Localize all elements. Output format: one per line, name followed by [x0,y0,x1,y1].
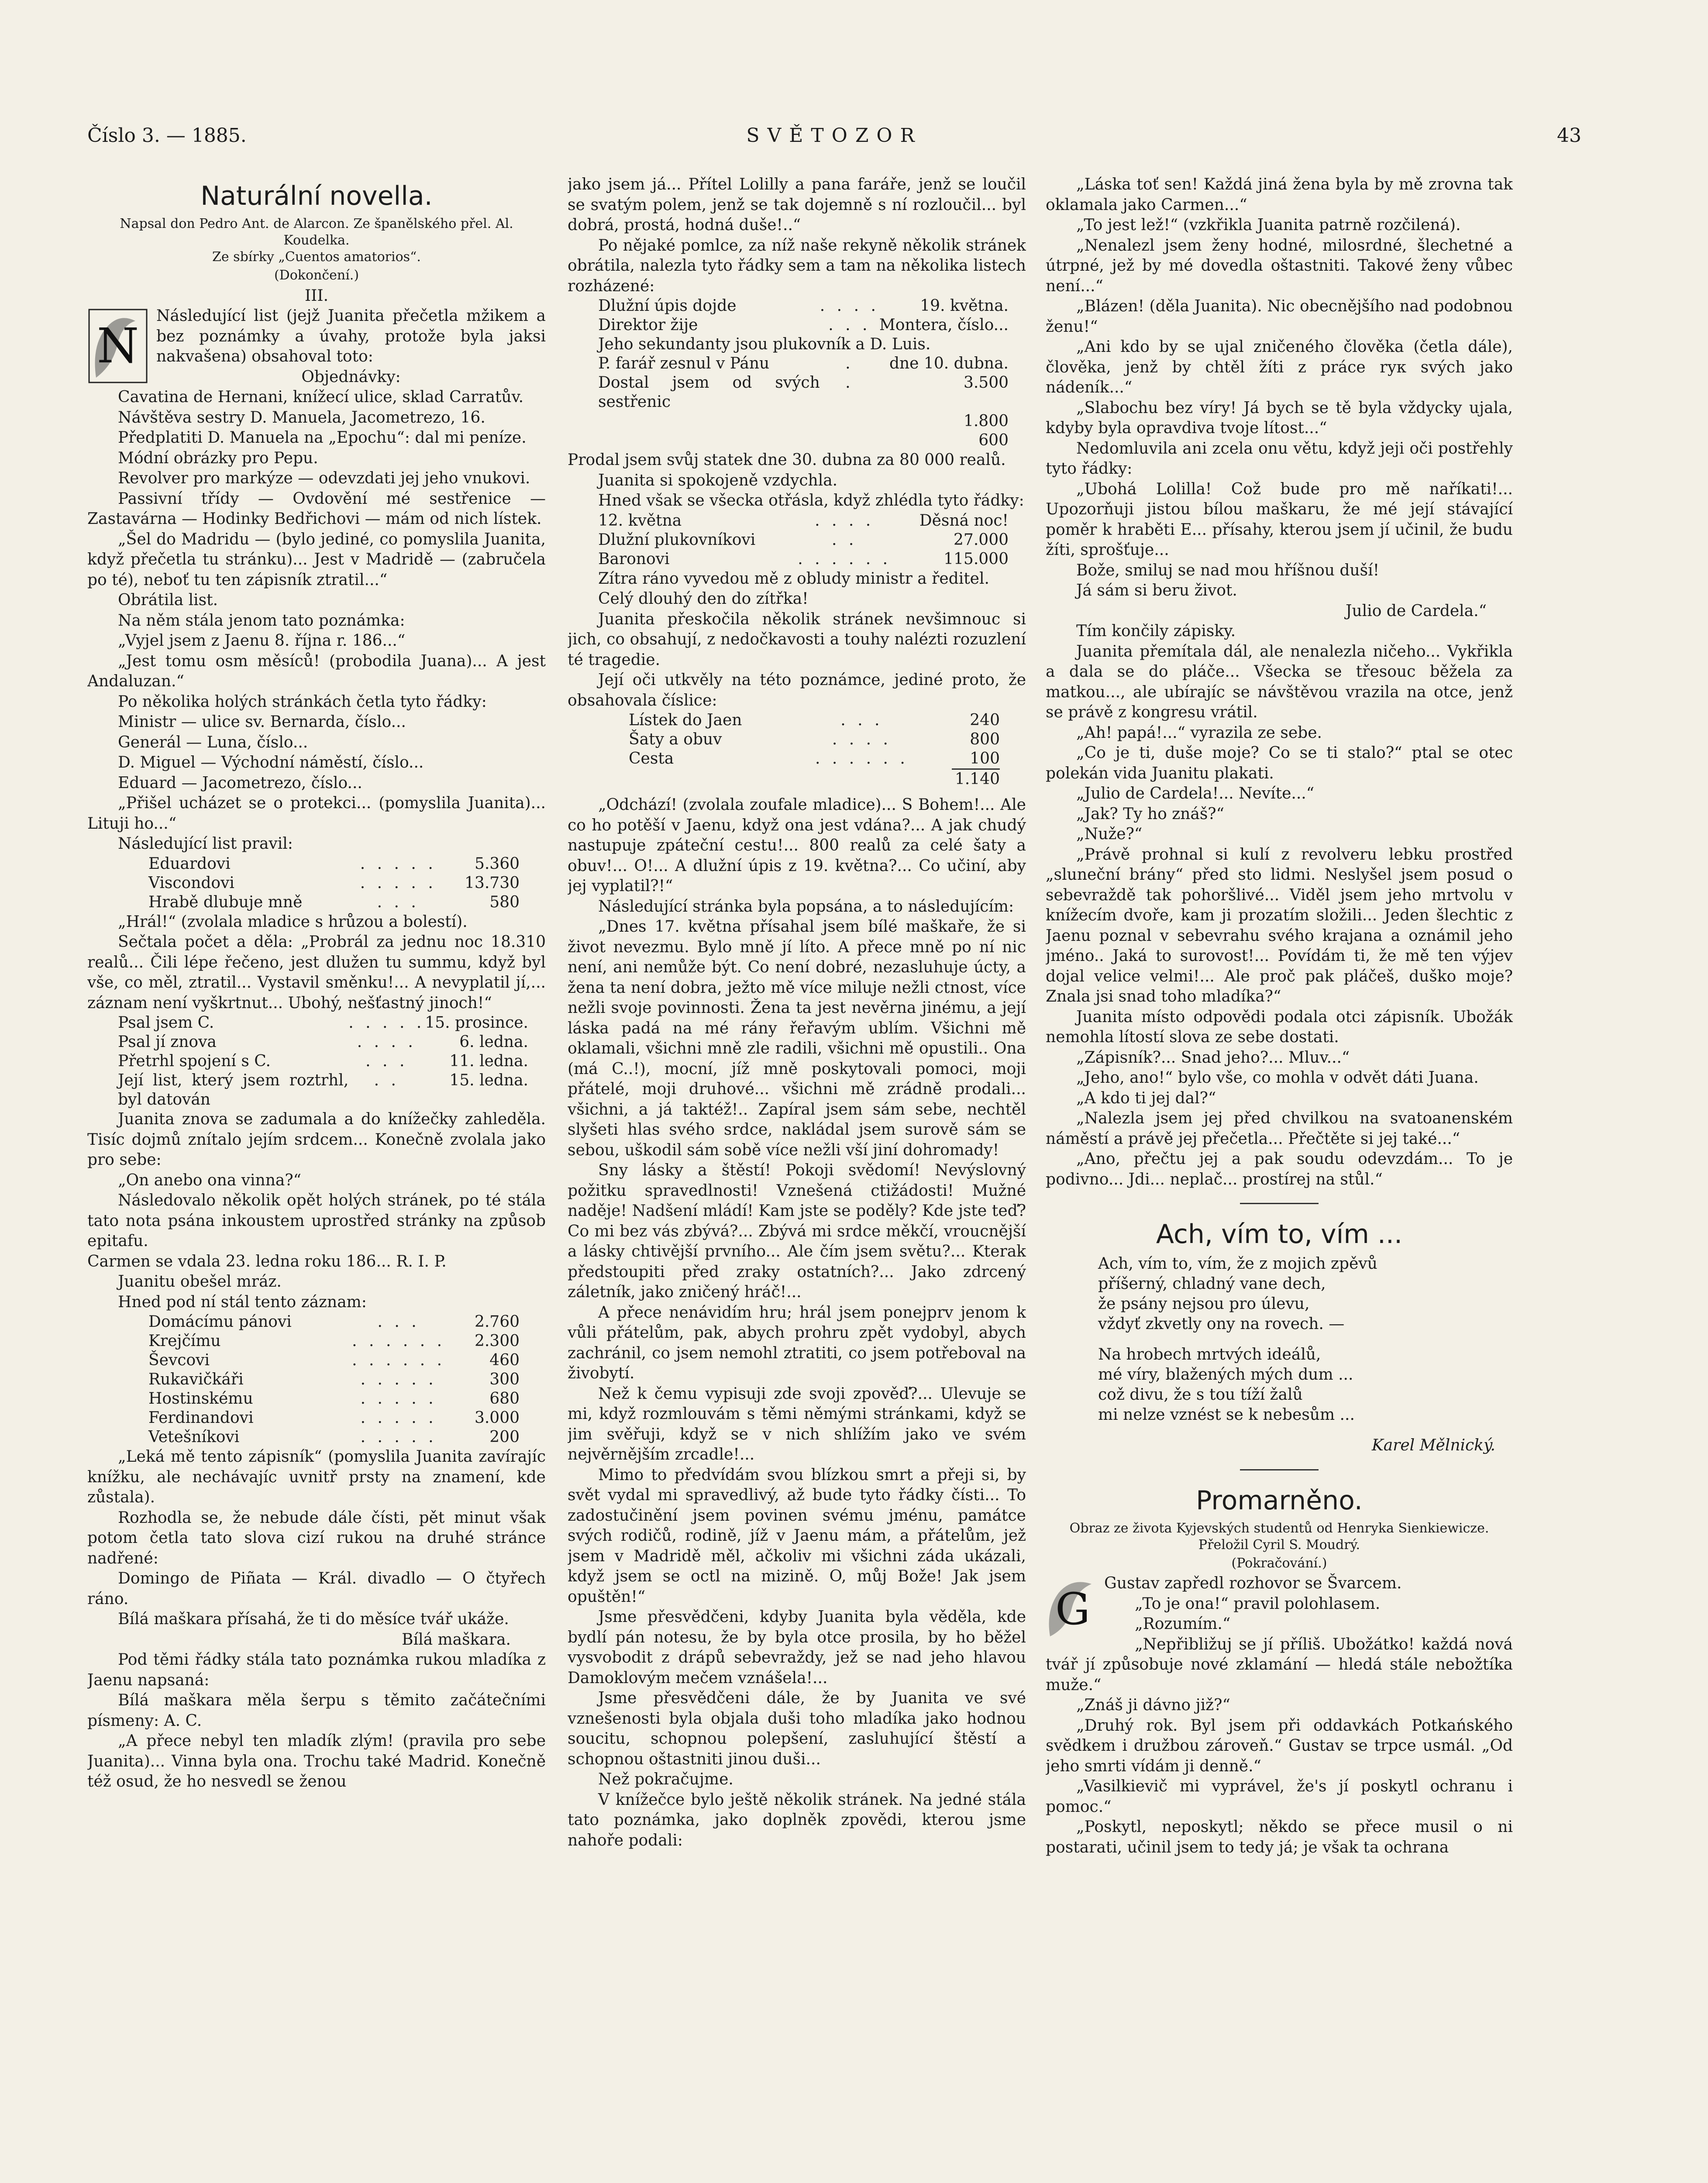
list-item: Revolver pro markýze — odevzdati jej jeho vnukovi. [118,469,530,487]
page-number: 43 [1557,124,1581,147]
letters-table [118,1013,528,1109]
section-divider [1240,1469,1319,1470]
paragraph: Juanita přeskočila několik stránek nevšimnouc si jich, co obsahují, z nedočkavosti a touhy nalézti rozuzlení té tragedie. [568,610,1026,669]
paragraph: Carmen se vdala 23. ledna roku 186... R. I. P. [87,1252,447,1271]
paragraph: „Láska toť sen! Každá jiná žena byla by mě zrovna tak oklamala jako Carmen...“ [1046,176,1513,214]
table-row: Domácímu pánovi . . . 2.760 [148,1313,520,1331]
paragraph: „To jest lež!“ (vzkřikla Juanita patrně rozčilená). [1076,216,1461,234]
paragraph: „Nenalezl jsem ženy hodné, milosrdné, šlechetné a útrpné, jež by mé dovedla oštastniti. Takové ženy vůbec není...“ [1046,236,1513,295]
column-middle [568,175,1026,2183]
poem-author: Karel Mělnický. [1371,1436,1495,1454]
list-item: D. Miguel — Východní náměstí, číslo... [118,754,424,771]
paragraph: „Dnes 17. května přísahal jsem bílé maškaře, že si život nevezmu. Bylo mně jí líto. A přece mně po ní nic není, ani nemůže být. Co není dobré, nezasluhuje úcty, a žena ta není dobra, ježto mě více miluje nežli ctnost, více nežli svoje povinnosti. Žena ta jest nevěrna jinému, a její láska padá na mé rány řeřavým ublím. Všichni mě oklamali, všichni mně zle radili, všichni mě opustili.. Ona (má C..!), mocní, jíž mně poskytovali pomoci, moji přátelé, moji druhové... všichni mě zrádně prodali... všichni, a já taktéž!.. Zapíral jsem sám sebe, nechtěl slyšeti hlas svého srdce, nakládal jsem surově sám se sebou, uškodil sám sobě více nežli vší jiní dohromady! [568,918,1026,1159]
table-row: 600 [978,431,1009,449]
paragraph: Bože, smiluj se nad mou hříšnou duší! [1076,561,1380,579]
paragraph: Gustav zapředl rozhovor se Švarcem. [1104,1574,1402,1592]
signature-line: Bílá maškara. [402,1630,511,1649]
table-row: Šaty a obuv . . . . 800 [629,730,1000,748]
poem-stanza [1098,1254,1513,1334]
paragraph: Hned však se všecka otřásla, když zhlédla tyto řádky: [598,492,1024,510]
page-header [87,124,1581,151]
byline: Napsal don Pedro Ant. de Alarcon. Ze španělského přel. Al. Koudelka. [120,216,513,248]
section-divider [1240,1203,1319,1204]
paragraph: Na něm stála jenom tato poznámka: [118,611,405,630]
paragraph: Prodal jsem svůj statek dne 30. dubna za 80 000 realů. [568,451,1006,469]
table-row: Rukavičkáři . . . . . 300 [148,1370,520,1388]
table-row [629,768,1000,789]
paragraph: Juanita místo odpovědi podala otci zápisník. Ubožák nemohla lítostí slova ze sebe dostati. [1046,1008,1513,1046]
list-item: Ministr — ulice sv. Bernarda, číslo... [118,713,406,731]
paragraph: Obrátila list. [118,591,218,609]
table-row: Krejčímu . . . . . . 2.300 [148,1332,520,1350]
paragraph: „Slabochu bez víry! Já bych se tě byla vždycky ujala, kdyby byla opravdiva tvoje lítost...“ [1046,399,1513,437]
table-row: 12. května . . . . Děsná noc! [598,511,1009,530]
paragraph: „Poskytl, neposkytl; někdo se přece musil o ni postarati, učinil jsem to tedy já; je však ta ochrana [1046,1818,1513,1856]
table-row: Hrabě dlubuje mně . . . 580 [148,893,520,911]
issue-number: Číslo 3. — 1885. [87,124,247,147]
continuation-note: (Dokončení.) [274,268,359,283]
paragraph: „Jeho, ano!“ bylo vše, co mohla v odvět dáti Juana. [1076,1069,1479,1087]
paragraph: „Ah! papá!...“ vyrazila ze sebe. [1076,723,1322,742]
paragraph: „Vyjel jsem z Jaenu 8. října r. 186...“ [118,632,406,650]
list-item: Módní obrázky pro Pepu. [118,449,318,467]
paragraph: jako jsem já... Přítel Lolilly a pana faráře, jenž se loučil se svatým polem, jenž se tak dojemně s ní rozloučil... byl dobrá, prostá, hodná duše!..“ [568,176,1026,234]
table-row: Vetešníkovi . . . . . 200 [148,1428,520,1446]
paragraph: Následující list pravil: [118,835,293,853]
paragraph: Juanita si spokojeně vzdychla. [598,471,838,489]
list-item: Návštěva sestry D. Manuela, Jacometrezo, 16. [118,408,486,427]
paragraph: Juanita přemítala dál, ale nenalezla ničeho... Vykřikla a dala se do pláče... Všecka se třesouc běžela za matkou..., ale ubírajíc se návštěvou vrazila na otce, jenž se právě z kongresu vrátil. [1046,642,1513,721]
debts-table [148,854,520,912]
list-item: Passivní třídy — Ovdovění mé sestřenice — Zastavárna — Hodinky Bedřichovi — mám od nich lístek. [87,489,546,528]
masthead: SVĚTOZOR [746,124,923,147]
table-row: Její list, který jsem roztrhl, byl datován . . 15. ledna. [118,1071,528,1109]
paragraph: A přece nenávidím hru; hrál jsem ponejprv jenom k vůli přátelům, pak, abych prohru zpět vydobyl, abych zachránil, co jsem nemohl ztratiti, co jsem potřeboval na živobytí. [568,1303,1026,1382]
table-row: Dostal jsem od svých sestřenic . 3.500 [598,374,1009,411]
paragraph: Po nějaké pomlce, za níž naše rekyně několik stránek obrátila, nalezla tyto řádky sem a tam na několika listech rozházené: [568,236,1026,295]
paragraph: „Leká mě tento zápisník“ (pomyslila Juanita zavírajíc knížku, ale nechávajíc uvnitř prsty na znamení, kde zůstala). [87,1448,546,1506]
travel-table [629,711,1000,789]
paragraph: Následovalo několik opět holých stránek, po té stála tato nota psána inkoustem uprostřed stránky na způsob epitafu. [87,1191,546,1250]
table-row: Eduardovi . . . . . 5.360 [148,854,520,873]
list-item: Eduard — Jacometrezo, číslo... [118,774,362,792]
paragraph: „Jest tomu osm měsíců! (probodila Juana)... A jest Andaluzan.“ [87,652,546,690]
list-item: Cavatina de Hernani, knížecí ulice, sklad Carratův. [118,388,524,406]
sum-total: 1.140 [952,768,1000,789]
list-item: Generál — Luna, číslo... [118,733,308,751]
table-row: Direktor žije . . . Montera, číslo... [598,316,1009,334]
paragraph: „Ano, přečtu jej a pak soudu odevzdám... To je podivno... Jdi... neplač... prostírej na stůl.“ [1046,1150,1513,1188]
table-row: Cesta . . . . . . 100 [629,750,1000,768]
paragraph: Celý dlouhý den do zítřka! [598,590,809,608]
paragraph: „Odchází! (zvolala zoufale mladice)... S Bohem!... Ale co ho potěší v Jaenu, když ona jest vdána?... A jak chudý nastupuje zpáteční cestu!... 800 realů za celé šaty a obuv!... O!... A dlužní úpis z 19. května?... Co učiní, aby jej vyplatil?!“ [568,796,1026,895]
poem [1098,1254,1513,1425]
column-left [87,175,546,2183]
continuation-note: (Pokračování.) [1231,1555,1327,1571]
paragraph: „On anebo ona vinna?“ [118,1171,302,1189]
table-row: Dlužní plukovníkovi . . 27.000 [598,530,1009,549]
paragraph: Hned pod ní stál tento záznam: [118,1293,367,1311]
notes-table [598,296,1009,450]
byline: Obraz ze života Kyjevských studentů od Henryka Sienkiewicze. Přeložil Cyril S. Moudrý. [1069,1520,1489,1553]
table-row: Ševcovi . . . . . . 460 [148,1351,520,1369]
poem-line: což divu, že s tou tíží žalů [1098,1386,1303,1404]
column-right [1046,175,1513,2183]
paragraph: Já sám si beru život. [1076,582,1237,599]
paragraph: Její oči utkvěly na této poznámce, jediné proto, že obsahovala číslice: [568,671,1026,709]
poem-line: Na hrobech mrtvých ideálů, [1098,1346,1321,1364]
table-row: 1.800 [963,412,1009,430]
paragraph: Jsme přesvědčeni dále, že by Juanita ve své vznešenosti byla objala duši toho mladíka jako hodnou soucitu, schopnou polepšení, zasluhující štěstí a schopnou oštastniti jinou duši... [568,1689,1026,1768]
poem-line: mé víry, blažených mých dum ... [1098,1366,1353,1384]
paragraph: „Rozumím.“ [1135,1615,1231,1633]
paragraph: Nedomluvila ani zcela onu větu, když jeji oči postřehly tyto řádky: [1046,439,1513,478]
paragraph: „Právě prohnal si kulí z revolveru lebku prostřed „sluneční brány“ před sto lidmi. Neslyšel jsem posud o sebevraždě tak pohoršlivé... Viděl jsem jeho mrtvolu v knížecím dvoře, kam ji prozatím složili... Jeden šlechtic z Jaenu poznal v sebevrahu svého krajana a oznámil jeho jméno.. Jaká to surovost!... Povídám ti, že mě ten výjev dojal velice velmi!... Ale proč pak pláčeš, duško moje? Znala jsi snad toho mladíka?“ [1046,845,1513,1005]
story-title: Naturální novella. [200,181,433,211]
paragraph: Bílá maškara přísahá, že ti do měsíce tvář ukáže. [118,1610,509,1628]
paragraph: Než pokračujme. [598,1770,733,1788]
paragraph: Tím končily zápisky. [1076,622,1236,640]
paragraph: „Zápisník?... Snad jeho?... Mluv...“ [1076,1048,1350,1067]
ornamental-initial-n-icon [87,308,148,384]
table-row: Přetrhl spojení s C. . . . 11. ledna. [118,1052,528,1070]
paragraph: „Šel do Madridu — (bylo jediné, co pomyslila Juanita, když přečetla tu stránku)... Jest v Madridě — (zabručela po té), neboť tu ten zápisník ztratil...“ [87,530,546,589]
paragraph: „Julio de Cardela!... Nevíte...“ [1076,785,1315,802]
orders-heading: Objednávky: [301,368,401,386]
table-row: Jeho sekundanty jsou plukovník a D. Luis. [598,335,931,353]
poem-title: Ach, vím to, vím ... [1156,1219,1403,1250]
paragraph: Než k čemu vypisuji zde svoji zpověď?... Ulevuje se mi, když rozmlouvám s těmi němými stránkami, když se jim svěřuji, když se v nich shlížím jako ve svém nejvěrnějším zrcadle!... [568,1384,1026,1463]
poem-stanza [1098,1345,1513,1425]
paragraph: „Nalezla jsem jej před chvilkou na svatoanenském náměstí a právě jej přečetla... Přečtěte si jej také...“ [1046,1109,1513,1148]
table-row: P. farář zesnul v Pánu . dne 10. dubna. [598,355,1009,372]
paragraph: Rozhodla se, že nebude dále čísti, pět minut však potom četla tato slova cizí rukou na druhé stránce nadřené: [87,1508,546,1567]
may-table [598,511,1009,569]
paragraph: „A přece nebyl ten mladík zlým! (pravila pro sebe Juanita)... Vinna byla ona. Trochu také Madrid. Konečně též osud, že ho nesvedl se ženou [87,1732,546,1790]
poem-line: mi nelze vznést se k nebesům ... [1098,1406,1355,1424]
paragraph: Juanitu obešel mráz. [118,1273,282,1291]
paragraph: „Ani kdo by se ujal zničeného člověka (četla dále), člověka, jenž by chtěl žíti z práce rук svých jako nádeník...“ [1046,338,1513,396]
table-row: Psal jí znova . . . . 6. ledna. [118,1033,528,1051]
paragraph: Sečtala počet a děla: „Probrál za jednu noc 18.310 realů... Čili lépe řečeno, jest dlužen tu summu, když byl vše, co měl, ztratil... Vystavil směnku!... A nevyplatil jí,... záznam není vyškrtnut... Ubohý, nešťastný jinoch!“ [87,933,546,1012]
letter-signature: Julio de Cardela.“ [1346,602,1487,620]
poem-line: že psány nejsou pro úlevu, [1098,1295,1310,1313]
paragraph: „Druhý rok. Byl jsem při oddavkách Potkańského svědkem i družbou zároveň.“ Gustav se trpce usmál. „Od jeho smrti vídám ji denně.“ [1046,1716,1513,1775]
table-row: Viscondovi . . . . . 13.730 [148,874,520,892]
poem-line: Ach, vím to, vím, že z mojich zpěvů [1098,1255,1377,1273]
poem-line: vždyť zkvetly ony na rovech. — [1098,1315,1345,1333]
paragraph: „Jak? Ty ho znáš?“ [1076,805,1224,823]
paragraph: „Přišel ucházet se o protekci... (pomyslila Juanita)... Lituji ho...“ [87,794,546,833]
paragraph: Mimo to předvídám svou blízkou smrt a přeji si, by svět vydal mi spravedlivý, až bude tyto řádky čísti... To zadostučinění jsem povinen svému jménu, památce svých rodičů, rodině, jíž v Jaenu mám, a přátelům, jež jsem v Madridě měl, ačkoliv mi všichni záda ukázali, když jsem se octl na mizině. O, můj Bože! Jak jsem opuštěn!“ [568,1466,1026,1606]
paragraph: Po několika holých stránkách četla tyto řádky: [118,692,487,711]
table-row: Dlužní úpis dojde . . . . 19. května. [598,297,1009,315]
paragraph: Pod těmi řádky stála tato poznámka rukou mladíka z Jaenu napsaná: [87,1651,546,1689]
table-row: Baronovi . . . . . . 115.000 [598,550,1009,568]
paragraph: Jsme přesvědčeni, kdyby Juanita byla věděla, kde bydlí pán notesu, že by byla otce prosila, by ho běžel vysvobodit z drápů sebevraždy, jež se nad jeho hlavou Damoklovým mečem vznášela!... [568,1608,1026,1687]
list-item: Předplatiti D. Manuela na „Epochu“: dal mi peníze. [118,429,527,447]
paragraph: Domingo de Piñata — Král. divadlo — O čtyřech ráno. [87,1570,546,1608]
paragraph: Zítra ráno vyvedou mě z obludy ministr a ředitel. [598,569,989,588]
table-row: Lístek do Jaen . . . 240 [629,711,1000,729]
ornamental-initial-g-icon [1046,1575,1098,1641]
paragraph: „Znáš ji dávno již?“ [1076,1696,1230,1714]
paragraph: V knížečce bylo ještě několik stránek. Na jedné stála tato poznámka, jako doplněk zpovědi, kterou jsme nahoře podali: [568,1790,1026,1849]
paragraph: Následující stránka byla popsána, a to následujícím: [598,897,1014,916]
table-row: Psal jsem C. . . . . . 15. prosince. [118,1014,528,1032]
accounts-table [148,1312,520,1447]
paragraph: „A kdo ti jej dal?“ [1076,1089,1216,1107]
chapter-number: III. [304,286,329,305]
paragraph: Sny lásky a štěstí! Pokoji svědomí! Nevýslovný požitku spravedlnosti! Vznešená ctižádosti! Mužné naděje! Nadšení mládí! Kam jste se poděly? Kde jste teď? Co mi bez vás zbývá?... Zbývá mi srdce měkčí, vroucnější a lásky chtivější prvního... Ale čím jsem světu?... Kterak předstoupiti před zraky ostatních?... Jako zdrcený záletník, jako zničený hráč!... [568,1161,1026,1301]
paragraph: „Blázen! (děla Juanita). Nic obecnějšího nad podobnou ženu!“ [1046,297,1513,336]
story-title: Promarněno. [1196,1485,1363,1516]
svg-text:G: G [1055,1584,1090,1635]
paragraph: „Hrál!“ (zvolala mladice s hrůzou a bolestí). [118,912,468,931]
paragraph: Juanita znova se zadumala a do knížečky zahleděla. Tisíc dojmů znítalo jejím srdcem... Konečně zvolala jako pro sebe: [87,1110,546,1169]
paragraph: „Nuže?“ [1076,825,1143,843]
paragraph: „Nepřibližuj se jí příliš. Ubožátko! každá nová tvář jí způsobuje nové zklamání — hledá stále nebožtíka muže.“ [1046,1635,1513,1694]
paragraph: „Co je ti, duše moje? Co se ti stalo?“ ptal se otec polekán vida Juanitu plakati. [1046,744,1513,782]
paragraph: „Ubohá Lolilla! Což bude pro mě naříkati!... Upozorňuji jistou bílou maškaru, že mé její stávající poměr k hraběti E... přísahy, kterou jsem jí učinil, že budu žíti, sprošťuje... [1046,480,1513,559]
paragraph: „Vasilkievič mi vyprável, že's jí poskytl ochranu i pomoc.“ [1046,1777,1513,1816]
poem-line: příšerný, chladný vane dech, [1098,1275,1326,1293]
paragraph: Následující list (jejž Juanita přečetla mžikem a bez poznámky a úvahy, protože byla jaksi nakvašena) obsahoval toto: [156,307,546,365]
collection-note: Ze sbírky „Cuentos amatorios“. [212,249,421,265]
table-row: Hostinskému . . . . . 680 [148,1390,520,1408]
paragraph: Bílá maškara měla šerpu s těmito začátečními písmeny: A. C. [87,1691,546,1730]
svg-text:N: N [96,318,139,374]
table-row: Ferdinandovi . . . . . 3.000 [148,1409,520,1427]
paragraph: „To je ona!“ pravil polohlasem. [1135,1594,1381,1613]
